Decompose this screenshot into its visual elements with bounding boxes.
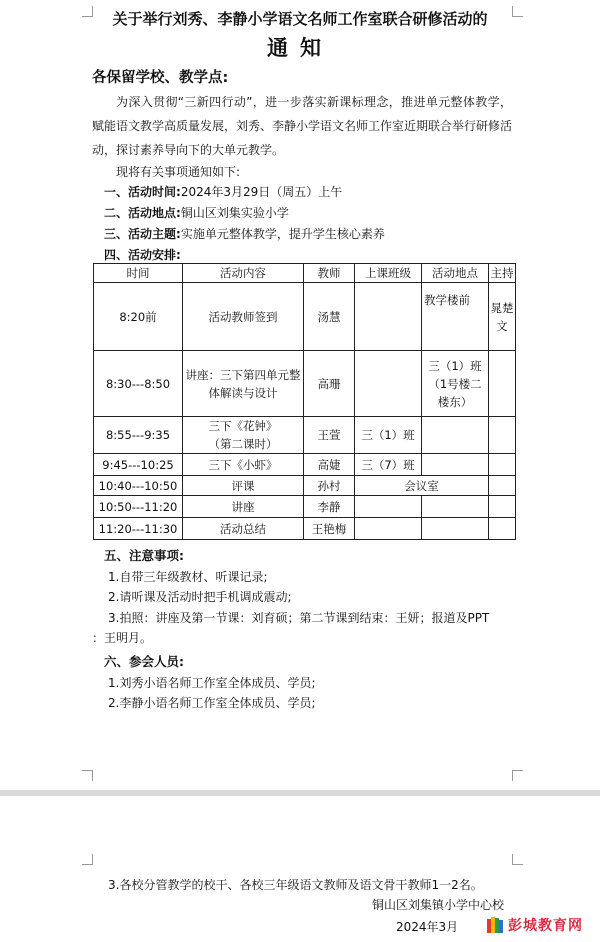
cell-teacher: 李静: [304, 496, 355, 518]
intro-paragraph: 为深入贯彻“三新四行动”，进一步落实新课标理念，推进单元整体教学，赋能语文教学高质量发展，刘秀、李静小学语文名师工作室近期联合举行研修活动，探讨素养导向下的大单元教学。: [92, 95, 513, 157]
table-row: [94, 417, 516, 454]
attendee-item: 3.各校分管教学的校干、各校三年级语文教师及语文骨干教师1一2名。: [108, 878, 483, 892]
item-theme-label: 三、活动主题:: [104, 227, 181, 241]
note-item: 2.请听课及活动时把手机调成震动;: [108, 590, 292, 604]
cell-class-empty: [355, 496, 422, 518]
cell-place-empty: [422, 518, 489, 540]
cell-content: 活动总结: [183, 518, 304, 540]
notice-line: 现将有关事项通知如下:: [116, 165, 241, 179]
crop-mark-top-left: [82, 854, 93, 865]
item-place-label: 二、活动地点:: [104, 206, 181, 220]
cell-teacher: 汤慧: [304, 283, 355, 351]
cell-content: 讲座：三下第四单元整体解读与设计: [183, 351, 304, 417]
cell-class: 三（1）班: [355, 417, 422, 454]
table-header-row: [94, 264, 516, 283]
cell-place-empty: [422, 496, 489, 518]
cell-content: 评课: [183, 476, 304, 496]
cell-class: [355, 351, 422, 417]
cell-time: 8:30---8:50: [94, 351, 183, 417]
item-arrangement-label: 四、活动安排:: [104, 248, 181, 262]
cell-content: 活动教师签到: [183, 283, 304, 351]
attendee-item: 2.李静小语名师工作室全体成员、学员;: [108, 696, 316, 710]
cell-time: 10:50---11:20: [94, 496, 183, 518]
item-time-value: 2024年3月29日（周五）上午: [180, 185, 343, 199]
cell-content: 讲座: [183, 496, 304, 518]
watermark-text: 彭城教育网: [508, 918, 583, 934]
cell-host: 晁楚文: [489, 283, 516, 351]
table-row: [94, 496, 516, 518]
item-arrangement: [104, 246, 181, 263]
cell-place-empty: [422, 454, 489, 476]
note-item: 1.自带三年级教材、听课记录;: [108, 570, 268, 584]
cell-time: 10:40---10:50: [94, 476, 183, 496]
cell-host-empty: [489, 496, 516, 518]
crop-mark-top-right: [512, 854, 523, 865]
cell-time: 11:20---11:30: [94, 518, 183, 540]
note-item: ：王明月。: [92, 631, 153, 645]
attendees-heading: 六、参会人员:: [104, 654, 184, 669]
item-place: [104, 204, 289, 221]
table-row: [94, 351, 516, 417]
header-teacher: 教师: [304, 264, 355, 283]
signature-org: 铜山区刘集镇小学中心校: [372, 898, 505, 912]
table-row: [94, 518, 516, 540]
item-place-value: 铜山区刘集实验小学: [180, 206, 289, 220]
table-row: [94, 476, 516, 496]
notice-title-line2: 通知: [267, 36, 333, 60]
cell-content: 三下《小虾》: [183, 454, 304, 476]
cell-teacher: 高珊: [304, 351, 355, 417]
watermark-logo: [486, 912, 596, 938]
note-item: 3.拍照：讲座及第一节课：刘育硕；第二节课到结束：王妍；报道及PPT: [108, 611, 490, 625]
cell-host-empty: [489, 476, 516, 496]
cell-teacher: 孙村: [304, 476, 355, 496]
cell-time: 9:45---10:25: [94, 454, 183, 476]
item-time-label: 一、活动时间:: [104, 185, 181, 199]
crop-mark-bottom-right: [512, 770, 523, 781]
notes-heading: 五、注意事项:: [104, 548, 184, 563]
header-time: 时间: [94, 264, 183, 283]
header-place: 活动地点: [422, 264, 489, 283]
signature-date: 2024年3月: [396, 920, 459, 934]
cell-class: 三（7）班: [355, 454, 422, 476]
header-class: 上课班级: [355, 264, 422, 283]
header-content: 活动内容: [183, 264, 304, 283]
cell-host-empty: [489, 351, 516, 417]
cell-teacher: 王艳梅: [304, 518, 355, 540]
salutation: 各保留学校、教学点:: [92, 70, 229, 86]
cell-place: 三（1）班（1号楼二楼东）: [422, 351, 489, 417]
cell-host-empty: [489, 454, 516, 476]
cell-place: 教学楼前: [422, 283, 489, 351]
cell-content: 三下《花钟》（第二课时）: [183, 417, 304, 454]
cell-time: 8:55---9:35: [94, 417, 183, 454]
item-theme-value: 实施单元整体教学，提升学生核心素养: [180, 227, 385, 241]
item-theme: [104, 225, 385, 242]
cell-teacher: 高婕: [304, 454, 355, 476]
item-time: [104, 183, 342, 200]
cell-place-merged: 会议室: [355, 476, 489, 496]
notice-title-line1: 关于举行刘秀、李静小学语文名师工作室联合研修活动的: [112, 10, 488, 28]
cell-time: 8:20前: [94, 283, 183, 351]
cell-host-empty: [489, 518, 516, 540]
schedule-table: [93, 263, 516, 540]
cell-class: [355, 283, 422, 351]
table-row: [94, 454, 516, 476]
cell-teacher: 王萱: [304, 417, 355, 454]
cell-host-empty: [489, 417, 516, 454]
crop-mark-bottom-left: [82, 770, 93, 781]
cell-class-empty: [355, 518, 422, 540]
book-icon: [486, 915, 504, 935]
header-host: 主持: [489, 264, 516, 283]
attendee-item: 1.刘秀小语名师工作室全体成员、学员;: [108, 676, 316, 690]
table-row: [94, 283, 516, 351]
cell-place-empty: [422, 417, 489, 454]
